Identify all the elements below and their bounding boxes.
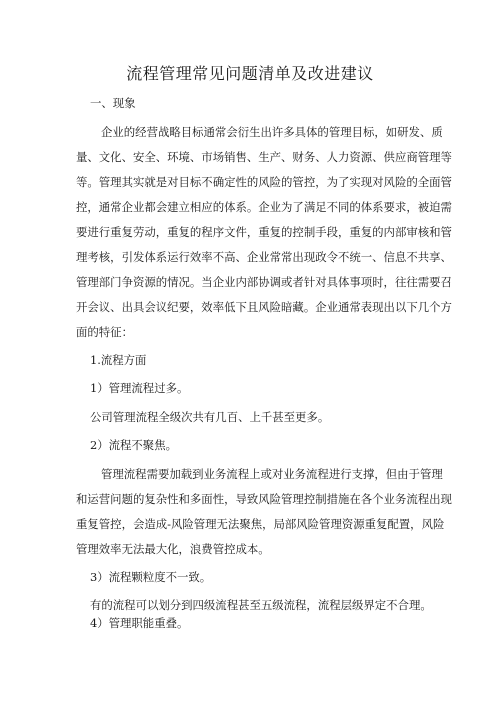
- item-text: 公司管理流程全级次共有几百、上千甚至更多。: [90, 410, 330, 424]
- paragraph-line: 要进行重复劳动，重复的程序文件，重复的控制手段，重复的内部审核和管: [76, 225, 452, 239]
- item-title: 2）流程不聚焦。: [90, 438, 177, 452]
- section-heading: 一、现象: [90, 96, 136, 110]
- paragraph-line: 开会议、出具会议纪要，效率低下且风险暗藏。企业通常表现出以下几个方: [76, 300, 452, 314]
- paragraph-line: 管理效率无法最大化，浪费管控成本。: [76, 542, 270, 556]
- sub-heading: 1.流程方面: [90, 353, 147, 367]
- paragraph-line: 管理部门争资源的情况。当企业内部协调或者针对具体事项时，往往需要召: [76, 275, 452, 289]
- item-text: 有的流程可以划分到四级流程甚至五级流程，流程层级界定不合理。: [90, 598, 432, 612]
- paragraph-line: 重复管控，会造成-风险管理无法聚焦，局部风险管理资源重复配置，风险: [76, 517, 445, 531]
- paragraph-line: 量、文化、安全、环境、市场销售、生产、财务、人力资源、供应商管理等: [76, 150, 452, 164]
- document-title: 流程管理常见问题清单及改进建议: [126, 64, 374, 83]
- item-title: 4）管理职能重叠。: [90, 616, 189, 630]
- paragraph-line: 理考核，引发体系运行效率不高、企业常常出现政令不统一、信息不共享、: [76, 250, 452, 264]
- paragraph-line: 企业的经营战略目标通常会衍生出许多具体的管理目标，如研发、质: [101, 125, 443, 139]
- paragraph-line: 管理流程需要加载到业务流程上或对业务流程进行支撑，但由于管理: [101, 467, 443, 481]
- paragraph-line: 和运营问题的复杂性和多面性，导致风险管理控制措施在各个业务流程出现: [76, 492, 452, 506]
- paragraph-line: 等。管理其实就是对目标不确定性的风险的管控，为了实现对风险的全面管: [76, 175, 452, 189]
- item-title: 1）管理流程过多。: [90, 381, 189, 395]
- paragraph-line: 控，通常企业都会建立相应的体系。企业为了满足不同的体系要求，被迫需: [76, 200, 452, 214]
- paragraph-line: 面的特征：: [76, 325, 133, 339]
- item-title: 3）流程颗粒度不一致。: [90, 570, 212, 584]
